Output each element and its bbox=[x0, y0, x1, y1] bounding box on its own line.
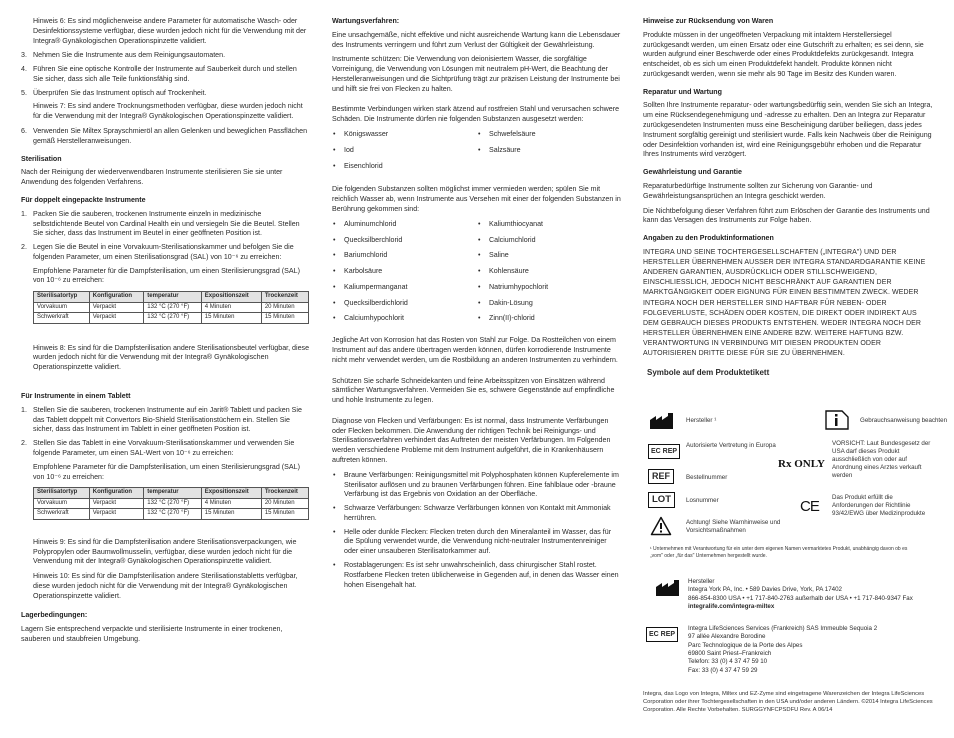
table-header-cell: Konfiguration bbox=[89, 292, 144, 303]
bullet-icon: • bbox=[478, 298, 481, 307]
list-item-text: Calciumchlorid bbox=[489, 235, 536, 244]
table-cell: 132 °C (270 °F) bbox=[144, 313, 201, 324]
symbol-label: Hersteller ¹ bbox=[686, 417, 717, 424]
bullet-icon: • bbox=[333, 267, 336, 276]
list-item-text: Braune Verfärbungen: Reinigungsmittel mit Polyphosphaten können Kupferelemente im Sterilisator auflösen und zu braunen Verfärbungen führen. Eine fahlblaue oder -braune Verfärbung ist das Ergebnis von Oxidation an der Oberfläche. bbox=[344, 470, 619, 499]
table-row bbox=[34, 509, 309, 520]
note-6: Hinweis 6: Es sind möglicherweise andere Parameter für automatische Wasch- oder Desinfektionssysteme verfügbar, diese wurden jedoch nicht für die Verwendung mit der Integra® Gynäkologischen Operationspinzette validiert. bbox=[33, 17, 307, 45]
symbol-rx bbox=[778, 457, 825, 472]
ecrep-address bbox=[688, 625, 933, 675]
list-item-text: Karbolsäure bbox=[344, 267, 383, 276]
list-item bbox=[332, 528, 622, 557]
symbol-label: Autorisierte Vertretung in Europa bbox=[686, 442, 776, 449]
list-item bbox=[21, 65, 309, 85]
list-item bbox=[332, 236, 477, 246]
step-text: Stellen Sie das Tablett in eine Vorvakuum-Sterilisationskammer und verwenden Sie folgende Parameter, um einen SAL-Wert von 10⁻⁶ zu erreichen: bbox=[33, 439, 295, 457]
table-cell: 15 Minuten bbox=[261, 509, 308, 520]
manufacturer-line: Hersteller bbox=[688, 578, 715, 585]
list-item bbox=[332, 251, 477, 261]
symbol-ecrep bbox=[648, 444, 680, 459]
column-3 bbox=[643, 17, 933, 388]
list-item-text: Schwarze Verfärbungen: Schwarze Verfärbungen können von Kontakt mit Ammoniak herrühren. bbox=[344, 504, 611, 522]
table-cell: Verpackt bbox=[89, 509, 144, 520]
step-text: Nehmen Sie die Instrumente aus dem Reinigungsautomaten. bbox=[33, 51, 226, 60]
list-item-text: Kohlensäure bbox=[489, 267, 529, 276]
table-cell: 20 Minuten bbox=[261, 302, 308, 313]
symbol-label: VORSICHT: Laut Bundesgesetz der USA darf dieses Produkt ausschließlich von oder auf Anordnung eines Arztes verkauft werden bbox=[832, 440, 931, 480]
step-text: Überprüfen Sie das Instrument optisch auf Trockenheit. bbox=[33, 88, 207, 97]
table-cell: 15 Minuten bbox=[201, 509, 261, 520]
table-header-cell: Sterilisatortyp bbox=[34, 292, 90, 303]
step-text: Führen Sie eine optische Kontrolle der Instrumente auf Sauberkeit durch und stellen Sie sicher, dass sich alle Teile funktionsfähig sind. bbox=[33, 65, 297, 83]
list-item-text: Iod bbox=[344, 145, 354, 154]
paragraph: Diagnose von Flecken und Verfärbungen: Es ist normal, dass Instrumente Verfärbungen oder Flecken bekommen. Die Anwendung der richtigen Technik bei Reinigungs- und Sterilisationsverfahren verhindert das Auftreten der meisten Verfärbungen. Im Folgenden werden verschiedene Probleme mit dem Instrument aufgeführt, die in Krankenhäusern auftreten können. bbox=[332, 416, 611, 464]
step-text: Packen Sie die sauberen, trockenen Instrumente einzeln in medizinische selbstdichtende Beutel von Cardinal Health ein und versiegeln Sie die Beutel. Stellen Sie sicher, dass das Instrument im Beutel in einer geöffneten Position ist. bbox=[33, 209, 300, 238]
note-7: Hinweis 7: Es sind andere Trocknungsmethoden verfügbar, diese wurden jedoch nicht für die Verwendung mit der Integra® Gynäkologischen Operationspinzette validiert. bbox=[33, 102, 303, 121]
list-item bbox=[477, 314, 622, 324]
bullet-icon: • bbox=[333, 527, 336, 536]
table-header-cell: temperatur bbox=[144, 292, 201, 303]
section-heading: Angaben zu den Produktinformationen bbox=[643, 234, 774, 243]
list-item bbox=[21, 439, 309, 459]
table-cell: 4 Minuten bbox=[201, 302, 261, 313]
paragraph: Sollten Ihre Instrumente reparatur- oder wartungsbedürftig sein, wenden Sie sich an Integra, um eine Rücksendegenehmigung und -adresse zu erhalten. Den an Integra zur Reparatur zurückgesendeten Instrumenten muss eine Bescheinigung darüber beiliegen, dass jedes Instrument sorgfältig gereinigt und sterilisiert wurde. Falls kein Nachweis über die Reinigung oder Desinfektion vorhanden ist, wird eine Reinigungsgebühr erhoben und die Reparatur Ihres Instruments wird verzögert. bbox=[643, 101, 933, 159]
manufacturer-line: Integra York PA, Inc. • 589 Davies Drive, York, PA 17402 bbox=[688, 586, 842, 594]
list-item bbox=[332, 283, 477, 293]
column-1 bbox=[21, 17, 309, 650]
section-heading: Hinweise zur Rücksendung von Waren bbox=[643, 17, 774, 25]
ecrep-symbol bbox=[646, 627, 678, 642]
list-item bbox=[21, 406, 309, 435]
paragraph: Schützen Sie scharfe Schneidekanten und feine Arbeitsspitzen von Einsätzen während sämtlicher Wartungsverfahren. Vermeiden Sie es, schwere Gegenstände auf empfindliche und hohle Instrumente zu legen. bbox=[332, 376, 615, 405]
paragraph: Jegliche Art von Korrosion hat das Rosten von Stahl zur Folge. Da Rostteilchen von einem Instrument auf das andere übertragen werden können, dürfen korrodierende Instrumente nicht mehr verwendet werden, um die Rostbildung an anderen Instrumenten zu verhindern. bbox=[332, 336, 618, 364]
symbol-instructions bbox=[825, 410, 849, 430]
footnote: ¹ Unternehmen mit Verantwortung für ein unter dem eigenen Namen vermarktetes Produkt, unabhängig davon ob es „vom" oder „für das" Unternehmen hergestellt wurde. bbox=[650, 546, 908, 559]
paragraph: Die Nichtbefolgung dieser Verfahren führt zum Erlöschen der Garantie des Instruments und kann das Versagen des Instruments zur Folge haben. bbox=[643, 206, 930, 225]
table-header-cell: Trockenzeit bbox=[261, 292, 308, 303]
paragraph: Produkte müssen in der ungeöffneten Verpackung mit intaktem Herstellersiegel zurückgesandt werden, um einen Ersatz oder eine Gutschrift zu erhalten; es sei denn, sie wurden aufgrund einer Beschwerde oder eines Produktdefekts zurückgesandt. Integra entscheidet, ob es sich um einen Produktdefekt handelt. Produkte können nicht zurückgesandt werden, wenn sie mehr als 90 Tage im Besitz des Kunden waren. bbox=[643, 30, 924, 78]
list-item-text: Königswasser bbox=[344, 130, 389, 139]
section-heading: Sterilisation bbox=[21, 154, 62, 163]
paragraph: Eine unsachgemäße, nicht effektive und nicht ausreichende Wartung kann die Lebensdauer des Instruments verringern und führt zum Verlust der Gültigkeit der Gewährleistung. bbox=[332, 30, 621, 49]
disclaimer-text: INTEGRA UND SEINE TOCHTERGESELLSCHAFTEN („INTEGRA") UND DER HERSTELLER ÜBERNEHMEN AUSSER DER INTEGRA STANDARDGARANTIE KEINE ANDEREN GARANTIEN, AUSDRÜCKLICH ODER STILLSCHWEIGEND, EINSCHLIESSLICH, JEDOCH NICHT BESCHRÄNKT AUF GARANTIEN DER MARKTGÄNGIGKEIT ODER EIGNUNG FÜR EINEN BESTIMMTEN ZWECK. WEDER INTEGRA NOCH DER HERSTELLER SIND HAFTBAR FÜR NEBEN- ODER FOLGEVERLUSTE, SCHÄDEN ODER KOSTEN, DIE DIREKT ODER INDIREKT AUS DEM GEBRAUCH DIESES PRODUKTS ENTSTEHEN. WEDER INTEGRA NOCH DER HERSTELLER ÜBERNEHMEN EINE ANDERE BZW. WEITERE HAFTUNG BZW. VERANTWORTUNG IN VERBINDUNG MIT DIESEN PRODUKTEN ODER AUTORISIEREN DRITTE DIESE FÜR SIE ZU ÜBERNEHMEN. bbox=[643, 248, 926, 358]
address-line: 97 allée Alexandre Borodine bbox=[688, 633, 766, 641]
table-cell: Vorvakuum bbox=[34, 302, 90, 313]
bullet-icon: • bbox=[333, 504, 336, 513]
section-heading: Wartungsverfahren: bbox=[332, 17, 400, 25]
symbol-label: Das Produkt erfüllt die Anforderungen der Richtlinie 93/42/EWG über Medizinprodukte bbox=[832, 494, 926, 518]
bullet-icon: • bbox=[478, 130, 481, 139]
table-cell: 132 °C (270 °F) bbox=[144, 302, 201, 313]
step-number: 4. bbox=[21, 65, 27, 74]
table-cell: Vorvakuum bbox=[34, 498, 90, 509]
sterilization-table-1 bbox=[33, 291, 309, 324]
list-item-text: Calciumhypochlorit bbox=[344, 314, 404, 323]
paragraph: Empfohlene Parameter für die Dampfsterilisation, um einen Sterilisierungsgrad (SAL) von 10⁻⁶ zu erreichen: bbox=[33, 266, 300, 285]
address-line: Parc Technologique de la Porte des Alpes bbox=[688, 641, 803, 649]
table-header-cell: Expositionszeit bbox=[201, 488, 261, 499]
table-cell: 132 °C (270 °F) bbox=[144, 509, 201, 520]
bullet-icon: • bbox=[478, 235, 481, 244]
bullet-icon: • bbox=[333, 298, 336, 307]
list-item bbox=[477, 299, 622, 309]
paragraph: Reparaturbedürftige Instrumente sollten zur Sicherung von Garantie- und Gewährleistungsansprüchen an Integra geschickt werden. bbox=[643, 181, 873, 200]
step-number: 2. bbox=[21, 243, 27, 252]
substance-list-2 bbox=[332, 220, 622, 330]
list-item bbox=[332, 299, 477, 309]
list-item bbox=[477, 283, 622, 293]
manufacturer-symbol bbox=[654, 579, 684, 597]
section-heading: Gewährleistung und Garantie bbox=[643, 168, 742, 177]
bullet-icon: • bbox=[333, 145, 336, 154]
list-item-text: Quecksilberdichlorid bbox=[344, 298, 408, 307]
list-item-text: Zinn(II)-chlorid bbox=[489, 314, 535, 323]
list-item-text: Kaliumthiocyanat bbox=[489, 219, 544, 228]
note-9: Hinweis 9: Es sind für die Dampfsterilisation andere Sterilisationsverpackungen, wie Polypropylen oder Baumwollmusselin, verfügbar, diese wurden jedoch nicht für die Verwendung mit der Integra® Gynäkologischen Operationspinzette validiert. bbox=[33, 537, 297, 566]
list-item bbox=[332, 130, 477, 140]
symbol-label: Gebrauchsanweisung beachten bbox=[860, 417, 948, 424]
table-cell: 15 Minuten bbox=[261, 313, 308, 324]
factory-icon bbox=[648, 412, 678, 430]
bullet-icon: • bbox=[478, 145, 481, 154]
list-item-text: Rostablagerungen: Es ist sehr unwahrscheinlich, dass chirurgischer Stahl rostet. Rostfarbene Flecken treten üblicherweise in Gegenden auf, in denen das Wasser einen hohen Eisengehalt hat. bbox=[344, 561, 619, 589]
list-item-text: Bariumchlorid bbox=[344, 251, 388, 260]
table-header-cell: Trockenzeit bbox=[261, 488, 308, 499]
list-item bbox=[332, 561, 622, 590]
list-item-text: Natriumhypochlorit bbox=[489, 282, 549, 291]
paragraph: Bestimmte Verbindungen wirken stark ätzend auf rostfreien Stahl und verursachen schwere Schäden. Die Instrumente dürfen nie folgenden Substanzen ausgesetzt werden: bbox=[332, 105, 620, 124]
ref-icon: REF bbox=[648, 469, 674, 484]
section-heading: Für Instrumente in einem Tablett bbox=[21, 392, 131, 401]
bullet-icon: • bbox=[333, 130, 336, 139]
warning-triangle-icon bbox=[650, 516, 672, 536]
manufacturer-website: integralife.com/integra-miltex bbox=[688, 603, 775, 611]
list-item bbox=[332, 146, 477, 156]
list-item bbox=[477, 220, 622, 230]
table-cell: 20 Minuten bbox=[261, 498, 308, 509]
rx-only-icon: Rx ONLY bbox=[778, 458, 825, 470]
list-item bbox=[332, 220, 477, 230]
bullet-icon: • bbox=[333, 219, 336, 228]
step-number: 5. bbox=[21, 88, 27, 97]
step-number: 1. bbox=[21, 405, 27, 414]
note-10: Hinweis 10: Es sind für die Dampfsterilisation andere Sterilisationstabletts verfügbar, diese wurden jedoch nicht für die Verwendung mit der Integra® Gynäkologischen Operationspinzette validiert. bbox=[33, 572, 298, 600]
ec-rep-icon: EC REP bbox=[648, 444, 680, 459]
list-item bbox=[332, 267, 477, 277]
table-header-cell: Sterilisatortyp bbox=[34, 488, 90, 499]
column-2 bbox=[332, 17, 622, 594]
symbol-manufacturer bbox=[648, 412, 678, 430]
list-item bbox=[477, 251, 622, 261]
list-item bbox=[21, 210, 309, 239]
bullet-icon: • bbox=[478, 219, 481, 228]
bullet-icon: • bbox=[333, 235, 336, 244]
substance-list-1 bbox=[332, 130, 622, 177]
symbol-ref bbox=[648, 469, 674, 484]
paragraph: Lagern Sie entsprechend verpackte und sterilisierte Instrumente in einer trockenen, sauberen und staubfreien Umgebung. bbox=[21, 625, 283, 644]
step-number: 3. bbox=[21, 51, 27, 60]
table-header-cell: temperatur bbox=[144, 488, 201, 499]
symbol-label: Bestellnummer bbox=[686, 474, 728, 481]
symbol-label: Losnummer bbox=[686, 497, 719, 504]
table-cell: 15 Minuten bbox=[201, 313, 261, 324]
bullet-icon: • bbox=[333, 470, 336, 479]
section-heading: Lagerbedingungen: bbox=[21, 611, 88, 620]
book-info-icon bbox=[825, 410, 849, 430]
list-item bbox=[477, 130, 622, 140]
table-cell: Verpackt bbox=[89, 498, 144, 509]
bullet-icon: • bbox=[333, 161, 336, 170]
address-line: Fax: 33 (0) 4 37 47 59 29 bbox=[688, 666, 758, 674]
table-header-cell: Konfiguration bbox=[89, 488, 144, 499]
section-heading: Reparatur und Wartung bbox=[643, 87, 722, 96]
factory-icon bbox=[654, 579, 684, 597]
bullet-icon: • bbox=[478, 314, 481, 323]
table-cell: Schwerkraft bbox=[34, 509, 90, 520]
section-heading: Für doppelt eingepackte Instrumente bbox=[21, 195, 146, 204]
list-item bbox=[332, 162, 477, 172]
paragraph: Instrumente schützen: Die Verwendung von deionisiertem Wasser, die sorgfältige Vorreinigung, die Verwendung von Lösungen mit neutralem pH-Wert, die Beachtung der Herstelleranweisungen und die Sichtprüfung trägt zur präzisen Leistung der Instrumente bei und hilft sie frei von Flecken zu halten. bbox=[332, 55, 620, 93]
list-item-text: Salzsäure bbox=[489, 145, 521, 154]
list-item bbox=[21, 127, 309, 147]
stain-list bbox=[332, 471, 622, 591]
paragraph: Empfohlene Parameter für die Dampfsterilisation, um einen Sterilisierungsgrad (SAL) von 10⁻⁶ zu erreichen: bbox=[33, 462, 300, 481]
list-item bbox=[332, 504, 622, 524]
paragraph: Die folgenden Substanzen sollten möglichst immer vermieden werden; spülen Sie mit reichlich Wasser ab, wenn Instrumente aus Versehen mit einer der folgenden Substanzen in Berührung gekommen sind: bbox=[332, 185, 621, 213]
step-text: Stellen Sie die sauberen, trockenen Instrumente auf ein Jarit® Tablett und packen Sie das Tablett doppelt mit Convertors Bio-Shield Sterilisationstüchern ein. Stellen Sie sicher, dass das Instrument im Tablett in einer geöffneten Position ist. bbox=[33, 405, 302, 434]
lot-icon: LOT bbox=[648, 492, 675, 508]
table-cell: Verpackt bbox=[89, 313, 144, 324]
list-item bbox=[477, 236, 622, 246]
table-cell: 4 Minuten bbox=[201, 498, 261, 509]
bullet-icon: • bbox=[333, 282, 336, 291]
bullet-icon: • bbox=[333, 561, 336, 570]
list-item bbox=[21, 51, 309, 61]
step-number: 6. bbox=[21, 127, 27, 136]
list-item-text: Dakin-Lösung bbox=[489, 298, 533, 307]
bullet-icon: • bbox=[333, 314, 336, 323]
address-line: 69800 Saint Priest–Frankreich bbox=[688, 650, 772, 658]
symbol-label: Achtung! Siehe Warnhinweise und Vorsichtsmaßnahmen bbox=[686, 519, 781, 535]
bullet-icon: • bbox=[333, 251, 336, 260]
list-item-text: Eisenchlorid bbox=[344, 161, 383, 170]
table-row bbox=[34, 498, 309, 509]
list-item-text: Schwefelsäure bbox=[489, 130, 536, 139]
list-item-text: Kaliumpermanganat bbox=[344, 282, 408, 291]
sterilization-table-2 bbox=[33, 487, 309, 520]
address-line: Integra LifeSciences Services (Frankreich) SAS Immeuble Sequoia 2 bbox=[688, 625, 878, 632]
list-item bbox=[332, 314, 477, 324]
ec-rep-icon: EC REP bbox=[646, 627, 678, 642]
list-item bbox=[477, 146, 622, 156]
paragraph: Nach der Reinigung der wiederverwendbaren Instrumente sterilisieren Sie sie unter Anwendung des folgenden Verfahrens. bbox=[21, 168, 283, 187]
symbols-title: Symbole auf dem Produktetikett bbox=[647, 368, 770, 378]
symbol-ce bbox=[800, 497, 819, 518]
manufacturer-info bbox=[688, 578, 933, 611]
symbol-warning bbox=[650, 516, 672, 536]
table-row bbox=[34, 313, 309, 324]
table-cell: Verpackt bbox=[89, 302, 144, 313]
step-text: Verwenden Sie Miltex Sprayschmieröl an allen Gelenken und beweglichen Passflächen gemäß Herstelleranweisungen. bbox=[33, 127, 308, 145]
list-item-text: Quecksilberchlorid bbox=[344, 235, 403, 244]
note-8: Hinweis 8: Es sind für die Dampfsterilisation andere Sterilisationsbeutel verfügbar, diese wurden jedoch nicht für die Verwendung mit der Integra® Gynäkologischen Operationspinzette validiert. bbox=[33, 343, 310, 372]
list-item-text: Saline bbox=[489, 251, 509, 260]
table-cell: Schwerkraft bbox=[34, 313, 90, 324]
ce-mark-icon: CE bbox=[800, 498, 819, 515]
address-line: Telefon: 33 (0) 4 37 47 59 10 bbox=[688, 658, 768, 666]
step-number: 2. bbox=[21, 439, 27, 448]
bullet-icon: • bbox=[478, 267, 481, 276]
table-header-cell: Expositionszeit bbox=[201, 292, 261, 303]
step-text: Legen Sie die Beutel in eine Vorvakuum-Sterilisationskammer und befolgen Sie die folgenden Parameter, um einen Sterilisationsgrad (SAL) von 10⁻⁶ zu erreichen: bbox=[33, 243, 294, 261]
table-row bbox=[34, 302, 309, 313]
table-cell: 132 °C (270 °F) bbox=[144, 498, 201, 509]
list-item-text: Aluminumchlorid bbox=[344, 219, 397, 228]
list-item bbox=[21, 243, 309, 263]
list-item bbox=[477, 267, 622, 277]
symbol-lot bbox=[648, 492, 675, 508]
list-item bbox=[21, 89, 309, 99]
list-item bbox=[332, 471, 622, 500]
bullet-icon: • bbox=[478, 282, 481, 291]
bullet-icon: • bbox=[478, 251, 481, 260]
manufacturer-line: 866-854-8300 USA • +1 717-840-2763 außerhalb der USA • +1 717-840-9347 Fax bbox=[688, 594, 913, 602]
legal-footer: Integra, das Logo von Integra, Miltex und EZ-Zyme sind eingetragene Warenzeichen der Integra LifeSciences Corporation oder ihrer Tochtergesellschaften in den USA und/oder anderen Ländern. ©2014 Integra LifeSciences Corporation. Alle Rechte Vorbehalten. SURGGYNFCPSDFU Rev. A 06/14 bbox=[643, 691, 933, 713]
list-item-text: Helle oder dunkle Flecken: Flecken treten durch den Mineralanteil im Wasser, das für die Spülung verwendet wurde, die Verwendung nicht-neutraler Instrumentenreiniger oder einer unsauberen Sterilisatorkammer auf. bbox=[344, 527, 612, 556]
step-number: 1. bbox=[21, 209, 27, 218]
